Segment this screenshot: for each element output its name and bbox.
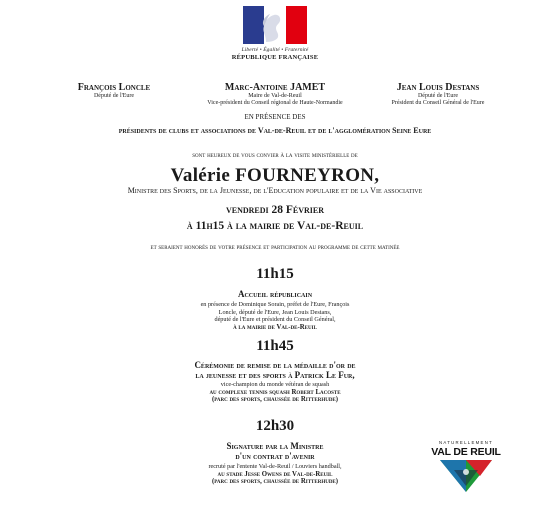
host-role: Député de l'Eure: [93, 93, 135, 99]
program-time: 12h30: [255, 418, 295, 434]
program-time: 11h45: [256, 338, 294, 354]
program-title-line: la jeunesse et des sports à Patrick Le Fur,: [195, 370, 355, 380]
host-role: Vice-président du Conseil régional de Haute-Normandie: [207, 100, 343, 106]
program-details: [0, 381, 550, 404]
program-details: [0, 301, 550, 331]
program-detail-line: vice-champion du monde vétéran de squash: [220, 381, 330, 388]
vdr-emblem-icon: [436, 458, 496, 494]
program-place: (parc des sports, chaussée de Ritterhude): [211, 478, 339, 485]
program-title-line: d'un contrat d'avenir: [235, 451, 315, 461]
vdr-name: VAL DE REUIL: [431, 446, 501, 458]
marianne-profile-icon: [256, 6, 286, 44]
honored-line: et seraient honorés de votre présence et participation au programme de cette matinée: [150, 243, 400, 251]
invite-line: sont heureux de vous convier à la visite ministérielle de: [192, 151, 358, 159]
host-destans: [348, 82, 528, 107]
host-name: Jean Louis Destans: [396, 82, 480, 93]
program-title-line: Signature par la Ministre: [226, 441, 324, 451]
republic-name: RÉPUBLIQUE FRANÇAISE: [231, 54, 319, 61]
marianne-emblem: [243, 6, 307, 44]
host-role: Président du Conseil Général de l'Eure: [391, 100, 485, 106]
program-place: au complexe tennis squash Robert Lacoste: [209, 388, 341, 396]
presence-line: EN PRÉSENCE DES: [244, 113, 306, 121]
host-jamet: [185, 82, 365, 107]
program-title-line: Accueil républicain: [237, 289, 313, 299]
republic-motto: Liberté • Égalité • Fraternité: [241, 47, 309, 53]
program-title: [0, 289, 550, 299]
program-place: à la mairie de Val-de-Reuil: [233, 323, 317, 331]
program-detail-line: recruté par l'entente Val-de-Reuil / Louviers handball,: [208, 463, 342, 470]
host-name: François Loncle: [77, 82, 151, 93]
host-role: Député de l'Eure: [417, 93, 459, 99]
presidents-line: présidents de clubs et associations de Val-de-Reuil et de l'agglomération Seine Eure: [118, 126, 432, 135]
program-detail-line: en présence de Dominique Sorain, préfet de l'Eure, François: [200, 301, 350, 308]
host-role: Maire de Val-de-Reuil: [248, 93, 302, 99]
host-name: Marc-Antoine JAMET: [224, 82, 326, 93]
program-title: [0, 360, 550, 380]
program-place: (parc des sports, chaussée de Ritterhude): [211, 396, 339, 403]
program-detail-line: Loncle, député de l'Eure, Jean Louis Destans,: [218, 308, 332, 316]
event-time: à 11h15 à la mairie de Val-de-Reuil: [186, 220, 364, 232]
program-place: au stade Jesse Owens de Val-de-Reuil: [217, 470, 333, 478]
val-de-reuil-logo: [430, 440, 502, 499]
minister-name: Valérie FOURNEYRON,: [170, 165, 380, 186]
program-title-line: Cérémonie de remise de la médaille d'or de: [194, 360, 356, 370]
host-loncle: [24, 82, 204, 100]
program-detail-line: député de l'Eure et président du Conseil Général,: [214, 316, 336, 323]
program-time: 11h15: [256, 266, 294, 282]
minister-title: Ministre des Sports, de la Jeunesse, de l'Education populaire et de la Vie associative: [127, 186, 423, 195]
vdr-tagline: NATURELLEMENT: [438, 440, 494, 445]
republique-francaise-logo: [225, 6, 325, 61]
event-date: vendredi 28 Février: [225, 204, 325, 216]
